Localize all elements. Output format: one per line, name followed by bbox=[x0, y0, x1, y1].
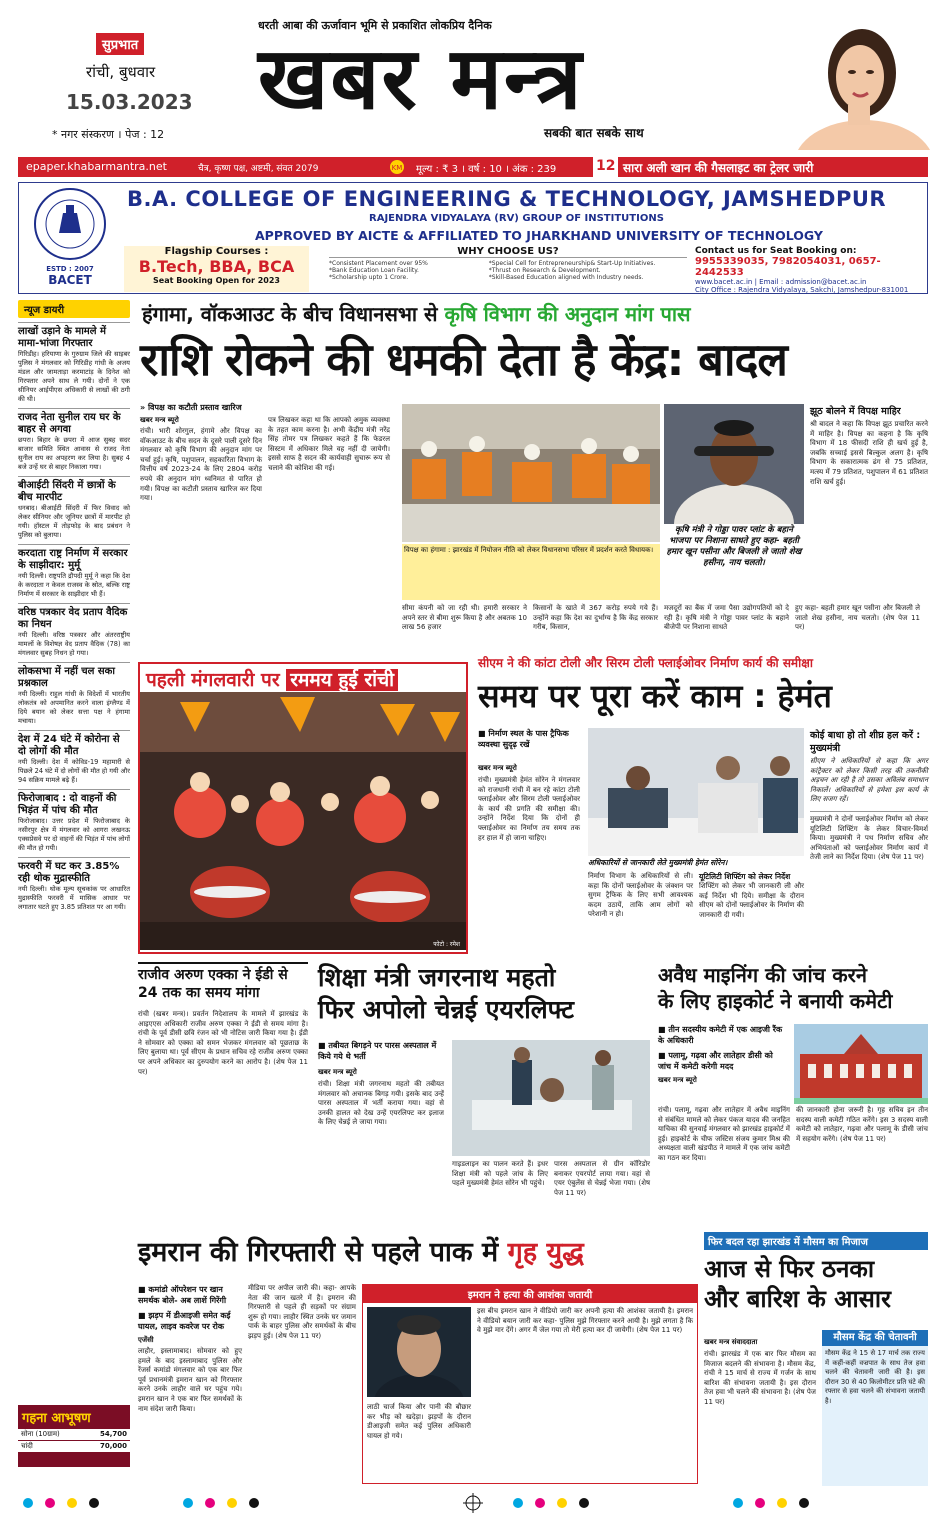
hemant-sidebar bbox=[810, 728, 928, 958]
jagarnath-bullet: ■ तबीयत बिगड़ने पर पारस अस्पताल में किये गये थे भर्ती bbox=[318, 1041, 437, 1061]
why-title: WHY CHOOSE US? bbox=[329, 246, 687, 258]
lead-byline: खबर मन्त्र ब्यूरो bbox=[140, 416, 179, 424]
registration-dot bbox=[45, 1498, 55, 1508]
lead-kicker bbox=[142, 300, 691, 327]
news-diary-item[interactable] bbox=[18, 476, 130, 540]
lead-kicker-text: हंगामा, वॉकआउट के बीच विधानसभा से bbox=[142, 302, 438, 326]
imran-photo bbox=[367, 1307, 471, 1397]
mining-headline-2: के लिए हाइकोर्ट ने बनायी कमेटी bbox=[658, 989, 893, 1013]
news-diary-item[interactable] bbox=[18, 857, 130, 912]
edition-tag: सुप्रभात bbox=[96, 33, 144, 55]
diary-headline: लाखों उड़ाने के मामले में मामा-भांजा गिरफ्तार bbox=[18, 322, 130, 350]
imran-body-1: लाहौर, इस्लामाबाद। सोमवार को हुए हमले के बाद इस्लामाबाद पुलिस और रेंजर्स कमांडो मंगलवार को एक बार फिर पूर्व प्रधानमंत्री इमरान खान को गिरफ्तार करने उनके लाहौर वाले घर पहुंच गये। इमरान खान ने एक बार फिर समर्थकों के नाम संदेश जारी किया। bbox=[138, 1347, 242, 1413]
teaser-headline[interactable]: सारा अली खान की गैसलाइट का ट्रेलर जारी bbox=[623, 161, 814, 175]
registration-dot bbox=[557, 1498, 567, 1508]
mining-bullet-1: ■ तीन सदस्यीय कमेटी में एक आइजी रैंक के अधिकारी bbox=[658, 1025, 783, 1045]
why-choose-us bbox=[329, 246, 687, 292]
jagarnath-headline-2: फिर अपोलो चेन्नई एयरलिफ्ट bbox=[318, 995, 574, 1024]
imran-box-title: इमरान ने हत्या की आशंका जतायी bbox=[363, 1285, 697, 1303]
registration-dot bbox=[733, 1498, 743, 1508]
hemant-bullet: ■ निर्माण स्थल के पास ट्रैफिक व्यवस्था सुदृढ़ रखें bbox=[478, 729, 569, 749]
college-emblem bbox=[25, 187, 115, 291]
weather-body: रांची। झारखंड में एक बार फिर मौसम का मिजाज बदलने की संभावना है। मौसम केंद्र, रांची ने 15 मार्च से राज्य में गर्जन के साथ बारिश की संभावना जतायी है। इस दौरान तेज हवा भी चलने की संभावना है। (शेष पेज 11 पर) bbox=[704, 1350, 816, 1406]
hemant-sidebar-head: कोई बाधा हो तो शीघ्र हल करें : मुख्यमंत्री bbox=[810, 730, 921, 754]
diary-body: फिरोजाबाद। उत्तर प्रदेश में फिरोजाबाद के नसीरपुर क्षेत्र में मंगलवार को आगरा लखनऊ एक्सप्रेसवे पर दो वाहनों की भिड़ंत में पांच लोगों की मौत हो गयी। bbox=[18, 817, 130, 852]
high-court-photo bbox=[794, 1024, 928, 1104]
price-issue: मूल्य : ₹ 3 । वर्ष : 10 । अंक : 239 bbox=[416, 164, 557, 175]
imran-box-body: इस बीच इमरान खान ने वीडियो जारी कर अपनी हत्या की आशंका जतायी है। इमरान ने वीडियो बयान जारी कर कहा- पुलिस मुझे गिरफ्तार करने आयी है। मुझे लगता है कि वे मुझे मार देंगे। अगर मैं जेल गया तो मेरी हत्या कर दी जायेगी। (शेष पेज 11 पर) bbox=[477, 1307, 693, 1335]
edition-info: * नगर संस्करण । पेज : 12 bbox=[52, 128, 165, 141]
imran-headline-highlight: गृह युद्ध bbox=[507, 1237, 584, 1268]
news-diary-item[interactable] bbox=[18, 662, 130, 726]
newspaper-logo: खबर मन्त्र bbox=[258, 29, 584, 129]
minister-quote: कृषि मंत्री ने गोड्डा पावर प्लांट के बहाने भाजपा पर निशाना साधते हुए कहा- बहती हमार खून पसीना और बिजली ले जातो शेख हसीना, नाय चलतो। bbox=[666, 525, 802, 568]
registration-dot bbox=[205, 1498, 215, 1508]
imran-headline-text: इमरान की गिरफ्तारी से पहले पाक में bbox=[138, 1237, 499, 1268]
imran-body-2: मीडिया पर अपील जारी की। कहा- आपके नेता की जान खतरे में है। इमरान की गिरफ्तारी से पहले ही सड़कों पर संग्राम शुरू हो गया। लाहौर स्थित उनके घर जमान पार्क के बाहर पुलिस और समर्थकों के बीच झड़प हुई। (शेष पेज 11 पर) bbox=[248, 1284, 356, 1340]
gold-price: 54,700 bbox=[99, 1430, 127, 1438]
lead-sidebar-body: श्री बादल ने कहा कि विपक्ष झूठ प्रचारित करने में माहिर है। विपक्ष का कहना है कि कृषि विभाग में 18 फीसदी राशि ही खर्च हुई है, जबकि सच्चाई इससे बिल्कुल अलग है। कृषि विभाग के सकारात्मक ढंग से 75 प्रतिशत, मत्स्य में 79 प्रतिशत, पशुपालन में 61 प्रतिशत राशि खर्च हुई। bbox=[810, 420, 928, 486]
contact-web[interactable]: www.bacet.ac.in | Email : admission@bacet.ac.in bbox=[695, 278, 867, 286]
mining-byline: खबर मन्त्र ब्यूरो bbox=[658, 1076, 697, 1084]
weather-alert-body: मौसम केंद्र ने 15 से 17 मार्च तक राज्य में कहीं-कहीं वज्रपात के साथ तेज हवा चलने की चेतावनी जारी की है। इस दौरान 30 से 40 किलोमीटर प्रति घंटे की रफ्तार से हवा चलने की संभावना जतायी है। bbox=[825, 1349, 926, 1405]
news-diary-item[interactable] bbox=[18, 603, 130, 658]
issue-date: 15.03.2023 bbox=[66, 90, 193, 114]
hospital-photo bbox=[452, 1040, 650, 1156]
hemant-byline: खबर मन्त्र ब्यूरो bbox=[478, 764, 517, 772]
lead-body-4: किसानों के खाते में 367 करोड़ रुपये गये हैं। उन्होंने कहा कि देश का दुर्भाग्य है कि केंद्र सरकार गरीब, किसान, bbox=[533, 604, 658, 632]
weather-headline[interactable] bbox=[704, 1254, 928, 1314]
diary-body: नयी दिल्ली। वरिष्ठ पत्रकार और अंतरराष्ट्रीय मामलों के विशेषज्ञ वेद प्रताप वैदिक (78) का मंगलवार सुबह निधन हो गया। bbox=[18, 631, 130, 657]
lead-continuation bbox=[402, 604, 928, 644]
news-diary-label: न्यूज डायरी bbox=[18, 300, 130, 318]
gold-label: सोना (10ग्राम) bbox=[21, 1430, 60, 1438]
imran-box bbox=[362, 1284, 698, 1484]
registration-dot bbox=[23, 1498, 33, 1508]
registration-dot bbox=[535, 1498, 545, 1508]
mining-headline[interactable] bbox=[658, 962, 928, 1014]
hemant-body-4: मुख्यमंत्री ने दोनों फ्लाईओवर निर्माण को लेकर यूटिलिटी शिफ्टिंग के लेकर विचार-विमर्श किया। मुख्यमंत्री ने पथ निर्माण सचिव और अभियंताओं को फ्लाईओवर निर्माण कार्य में तेजी लाने का निर्देश दिया। (शेष पेज 11 पर) bbox=[810, 811, 928, 863]
college-name: B.A. COLLEGE OF ENGINEERING & TECHNOLOGY, JAMSHEDPUR bbox=[127, 187, 887, 211]
course-list: B.Tech, BBA, BCA bbox=[138, 257, 295, 276]
diary-headline: फरवरी में घट कर 3.85% रही थोक मुद्रास्फीति bbox=[18, 857, 130, 885]
lead-body-2: पत्र लिखकर कहा था कि आपको अमुक व्यवस्था के तहत काम करना है। अभी केंद्रीय मंत्री नरेंद्र सिंह तोमर पत्र लिखकर कहते हैं कि फेडरल सिस्टम में अधिकार मिले वह नहीं दी जायेगी। इससे साफ है सदन की कार्यवाही सुचारू रूप से चलाने की कोशिश की गई। bbox=[268, 416, 390, 472]
college-group: RAJENDRA VIDYALAYA (RV) GROUP OF INSTITUTIONS bbox=[369, 213, 664, 224]
news-diary-column bbox=[18, 300, 130, 1517]
mining-body-1: रांची। पलामू, गढ़वा और लातेहार में अवैध माइनिंग से संबंधित मामले को लेकर पंकज यादव की जनहित याचिका की सुनवाई मंगलवार को झारखंड हाइकोर्ट में हुई। हाइकोर्ट के चीफ जस्टिस संजय कुमार मिश्र की अध्यक्षता वाली खंडपीठ ने मामले में एक जांच कमेटी का गठन कर दिया। bbox=[658, 1106, 790, 1162]
print-marks bbox=[18, 1492, 928, 1514]
page-count: 12 bbox=[593, 157, 618, 177]
registration-dot bbox=[799, 1498, 809, 1508]
lead-body-3: सीमा कंपनी को जा रही थी। हमारी सरकार ने अपने स्तर से बीमा शुरू किया है और अबतक 10 लाख 56 हजार bbox=[402, 604, 527, 632]
why-point: *Skill-Based Education aligned with Industry needs. bbox=[488, 274, 644, 281]
diary-body: छपरा। बिहार के छपरा में आज सुबह सदर बाजार समिति स्थित आवास से राजद नेता सुनील राय का अपहरण कर लिया है। सुबह 4 बजे उन्हें घर से बाहर निकाला गया। bbox=[18, 436, 130, 471]
contact-info bbox=[695, 246, 925, 292]
svg-text:KM: KM bbox=[391, 164, 403, 172]
banner-part-a: पहली मंगलवारी पर bbox=[146, 669, 280, 691]
mining-bullets bbox=[658, 1024, 788, 1085]
imran-col-1 bbox=[138, 1284, 242, 1484]
diary-headline: फिरोजाबाद : दो वाहनों की भिड़ंत में पांच की मौत bbox=[18, 789, 130, 817]
jagarnath-byline: खबर मन्त्र ब्यूरो bbox=[318, 1068, 357, 1076]
mining-body-2: की जानकारी होना जरूरी है। गृह सचिव इन तीन सदस्य वाली कमेटी गठित करेंगे। इस 3 सदस्य वाली कमेटी को लातेहार, गढ़वा और पलामू के डीसी जांच में सहयोग करेंगे। (शेष पेज 11 पर) bbox=[796, 1106, 928, 1143]
epaper-link[interactable]: epaper.khabarmantra.net bbox=[26, 160, 167, 173]
college-advertisement[interactable] bbox=[18, 182, 928, 294]
ekka-body: रांची (खबर मन्त्र)। प्रवर्तन निदेशालय के मामले में झारखंड के आइएएस अधिकारी राजीव अरुण एक्का ने ईडी से समय मांगा है। रांची के पूर्व डीसी छवि रंजन को भी नोटिस जारी किया गया है। ईडी ने सोमवार को एक्का को समन भेजकर मंगलवार को पूछताछ के लिए बुलाया था। पूर्व सीएम के प्रधान सचिव रहे राजीव अरुण एक्का पर अपने अधिकार का दुरुपयोग करने का आरोप है। (शेष पेज 11 पर) bbox=[138, 1010, 308, 1076]
why-point: *Consistent Placement over 95% bbox=[329, 260, 428, 267]
procession-photo bbox=[140, 692, 466, 950]
jewellery-ad[interactable] bbox=[18, 1405, 130, 1467]
weather-alert bbox=[822, 1330, 928, 1486]
newspaper-slogan: सबकी बात सबके साथ bbox=[544, 126, 644, 140]
hemant-headline[interactable]: समय पर पूरा करें काम : हेमंत bbox=[478, 677, 832, 715]
lead-body-6: हुए कहा- बहती हमार खून पसीना और बिजली ले जातो शेख हसीना, नाय चलतो। (शेष पेज 11 पर) bbox=[795, 604, 920, 632]
masthead bbox=[0, 0, 945, 157]
lead-body-5: मजदूरों का बैंक में जमा पैसा उद्योगपतियों को दे रही है। कृषि मंत्री ने गोड्डा पावर प्लांट के बहाने बीजेपी पर निशाना साधते bbox=[664, 604, 789, 632]
college-short: BACET bbox=[48, 273, 92, 287]
diary-body: नयी दिल्ली। राष्ट्रपति द्रौपदी मुर्मू ने कहा कि देश के करदाता न केवल राजस्व के स्रोत, बल्कि राष्ट्र निर्माण में सरकार के साझीदार भी हैं। bbox=[18, 572, 130, 598]
news-diary-item[interactable] bbox=[18, 789, 130, 853]
hemant-body-3: शिफ्टिंग को लेकर भी जानकारी ली और कई निर्देश भी दिये। समीक्षा के दौरान सीएम को दोनों फ्लाईओवर के निर्माण की जानकारी दी गयी। bbox=[699, 882, 804, 919]
imran-bullet-2: ■ झड़प में डीआइजी समेत कई घायल, लाइव कवरेज पर रोक bbox=[138, 1311, 231, 1331]
hemant-kicker: सीएम ने की कांटा टोली और सिरम टोली फ्लाईओवर निर्माण कार्य की समीक्षा bbox=[478, 656, 813, 670]
hemant-cols bbox=[588, 872, 804, 958]
diary-body: धनबाद। बीआईटी सिंदरी में फिर विवाद को लेकर सीनियर और जूनियर छात्रों में मारपीट हो गयी। हॉस्टल में तोड़फोड़ के बाद प्रबंधन ने पुलिस को बुलाया। bbox=[18, 504, 130, 539]
contact-office: City Office : Rajendra Vidyalaya, Sakchi, Jamshedpur-831001 bbox=[695, 286, 909, 294]
celebrity-photo bbox=[764, 15, 934, 150]
diary-headline: करदाता राष्ट्र निर्माण में सरकार के साझीदार: मुर्मू bbox=[18, 544, 130, 572]
cm-photo-caption: अधिकारियों से जानकारी लेते मुख्यमंत्री हेमंत सोरेन। bbox=[588, 858, 728, 867]
hemant-col-1 bbox=[478, 728, 580, 958]
lead-story-body bbox=[140, 402, 390, 642]
mining-bullet-2: ■ पलामू, गढ़वा और लातेहार डीसी को जांच में कमेटी करेगी मदद bbox=[658, 1051, 773, 1071]
cm-meeting-photo bbox=[588, 728, 804, 856]
masthead-strapline: धरती आबा की ऊर्जावान भूमि से प्रकाशित लोकप्रिय दैनिक bbox=[258, 19, 492, 32]
weather-headline-1: आज से फिर ठनका bbox=[704, 1255, 875, 1283]
why-col-1 bbox=[329, 260, 485, 281]
jagarnath-body-3: पारस अस्पताल से ग्रीन कॉरिडोर बनाकर एयरपोर्ट लाया गया। वहां से एयर एंबुलेंस से चेन्नई भेजा गया। (शेष पेज 11 पर) bbox=[554, 1160, 650, 1197]
info-bar bbox=[18, 157, 928, 177]
news-diary-item[interactable] bbox=[18, 408, 130, 472]
imran-body-3: लाठी चार्ज किया और पानी की बौछार कर भीड़ को खदेड़ा। झड़पों के दौरान डीआइजी समेत कई पुलिस अधिकारी घायल हो गये। bbox=[367, 1403, 471, 1440]
imran-headline[interactable] bbox=[138, 1232, 698, 1269]
silver-label: चांदी bbox=[21, 1442, 33, 1450]
diary-headline: देश में 24 घंटे में कोरोना से दो लोगों की मौत bbox=[18, 730, 130, 758]
diary-body: गिरिडीह। हरियाणा के गुरुग्राम जिले की साइबर पुलिस ने मंगलवार को गिरिडीह गांधी के अजय मंडल और जामताड़ा करमाटांड़ के दिनेश को गिरफ्तार अपने साथ ले गयी। दोनों ने एक सीनियर आईपीएस अधिकारी से लाखों की ठगी की थी। bbox=[18, 350, 130, 403]
diary-headline: लोकसभा में नहीं चल सका प्रश्नकाल bbox=[18, 662, 130, 690]
lead-kicker-highlight: कृषि विभाग की अनुदान मांग पास bbox=[444, 302, 691, 326]
hemant-sidebar-body: सीएम ने अधिकारियों से कहा कि अगर कांट्रैक्टर को लेकर किसी तरह की तकनीकी अड़चन आ रही है तो उसका अविलंब समाधान निकालें। अधिकारियों से हमेशा इस कार्य के लिए सजग रहें। bbox=[810, 757, 928, 804]
registration-dot bbox=[183, 1498, 193, 1508]
jagarnath-cols bbox=[452, 1160, 650, 1225]
mining-cols bbox=[658, 1106, 928, 1226]
weather-byline: खबर मन्त्र संवाददाता bbox=[704, 1338, 758, 1346]
imran-byline: एजेंसी bbox=[138, 1336, 154, 1344]
registration-dot bbox=[89, 1498, 99, 1508]
registration-dot bbox=[67, 1498, 77, 1508]
photo-credit: फोटो : रमेश bbox=[433, 941, 460, 948]
news-diary-item[interactable] bbox=[18, 322, 130, 404]
weather-col-1 bbox=[704, 1338, 816, 1486]
registration-dot bbox=[755, 1498, 765, 1508]
weather-kicker: फिर बदल रहा झारखंड में मौसम का मिजाज bbox=[704, 1232, 928, 1250]
minister-photo bbox=[664, 404, 804, 524]
lead-bullet: » विपक्ष का कटौती प्रस्ताव खारिज bbox=[140, 403, 242, 412]
procession-banner bbox=[140, 664, 466, 692]
why-point: *Special Cell for Entrepreneurship& Start-Up Initiatives. bbox=[488, 260, 656, 267]
mining-headline-1: अवैध माइनिंग की जांच करने bbox=[658, 963, 867, 987]
registration-dot bbox=[579, 1498, 589, 1508]
why-col-2 bbox=[489, 260, 687, 281]
lead-body-1: रांची। भारी शोरगुल, हंगामे और विपक्ष का वॉकआउट के बीच सदन के दूसरे पाली दूसरे दिन मंगलवार को कृषि विभाग की अनुदान मांग पर चर्चा हुई। कृषि, पशुपालन, सहकारिता विभाग के वित्तीय वर्ष 2023-24 के लिए 2804 करोड़ रुपये की अनुदान मांग ध्वनिमत से पारित हो गयी। विपक्ष का कटौती प्रस्ताव खारिज कर दिया गया। bbox=[140, 427, 262, 503]
college-estd: ESTD : 2007 bbox=[46, 265, 94, 273]
why-point: *Bank Education Loan Facility. bbox=[329, 267, 419, 274]
weather-headline-2: और बारिश के आसार bbox=[704, 1285, 891, 1313]
imran-bullet-1: ■ कमांडो ऑपरेशन पर खान समर्थक बोले- अब लाशें गिरेंगी bbox=[138, 1285, 227, 1305]
contact-phones[interactable]: 9955339035, 7982054031, 0657-2442533 bbox=[695, 256, 881, 278]
diary-body: नयी दिल्ली। देश में कोविड-19 महामारी से पिछले 24 घंटे में दो लोगों की मौत हो गयी और 94 सक्रिय मामले बढ़े हैं। bbox=[18, 758, 130, 784]
registration-dot bbox=[249, 1498, 259, 1508]
jagarnath-body-1: रांची। शिक्षा मंत्री जगरनाथ महतो की तबीयत मंगलवार को अचानक बिगड़ गयी। इसके बाद उन्हें पारस अस्पताल में भर्ती कराया गया। वहां से उनकी हालत को देख उन्हें एयरलिफ्ट कर इलाज के लिए चेन्नई ले जाया गया। bbox=[318, 1080, 444, 1127]
seat-open: Seat Booking Open for 2023 bbox=[153, 276, 280, 285]
protest-caption: विपक्ष का हंगामा : झारखंड में नियोजन नीति को लेकर विधानसभा परिसर में प्रदर्शन करते विधायक। bbox=[402, 544, 660, 600]
hemant-body-2: निर्माण विभाग के अधिकारियों से ली। कहा कि दोनों फ्लाईओवर के जंक्शन पर सुगम ट्रैफिक के लिए सभी आवश्यक कदम उठायें, ताकि आम लोगों को परेशानी न हो। bbox=[588, 872, 693, 919]
ekka-story bbox=[138, 962, 308, 1222]
flagship-courses bbox=[124, 246, 309, 292]
flagship-label: Flagship Courses : bbox=[164, 246, 269, 257]
protest-photo bbox=[402, 404, 660, 542]
diary-body: नयी दिल्ली। राहुल गांधी के विदेशों में भारतीय लोकतंत्र को अपमानित करने वाला इंग्लैण्ड में दिये बयान को लेकर सत्ता पक्ष ने हंगामा मचाया। bbox=[18, 690, 130, 725]
logo-icon bbox=[388, 157, 406, 178]
silver-price: 70,000 bbox=[99, 1442, 127, 1450]
diary-body: नयी दिल्ली। थोक मूल्य सूचकांक पर आधारित मुद्रास्फीति फरवरी में मासिक आधार पर लगातार घटते हुए 3.85 प्रतिशत पर आ गयी। bbox=[18, 885, 130, 911]
registration-dot bbox=[777, 1498, 787, 1508]
jagarnath-col-1 bbox=[318, 1040, 444, 1225]
diary-headline: बीआईटी सिंदरी में छात्रों के बीच मारपीट bbox=[18, 476, 130, 504]
college-approval: APPROVED BY AICTE & AFFILIATED TO JHARKHAND UNIVERSITY OF TECHNOLOGY bbox=[255, 228, 823, 243]
jagarnath-headline[interactable] bbox=[318, 962, 650, 1026]
weather-alert-title: मौसम केंद्र की चेतावनी bbox=[822, 1330, 928, 1346]
jagarnath-headline-1: शिक्षा मंत्री जगरनाथ महतो bbox=[318, 963, 556, 992]
ekka-headline[interactable]: राजीव अरुण एक्का ने ईडी से 24 तक का समय मांगा bbox=[138, 967, 288, 1001]
registration-dot bbox=[513, 1498, 523, 1508]
hindu-calendar: चैत्र, कृष्ण पक्ष, अष्टमी, संवत 2079 bbox=[198, 164, 319, 174]
hemant-body-1: रांची। मुख्यमंत्री हेमंत सोरेन ने मंगलवार को राजधानी रांची में बन रहे कांटा टोली फ्लाईओवर और सिरम टोली फ्लाईओवर के कार्य की प्रगति की समीक्षा की। उन्होंने निर्देश दिया कि दोनों ही फ्लाईओवर का निर्माण तय समय तक हर हाल में हो जाना चाहिए। bbox=[478, 776, 580, 842]
why-point: *Scholarship upto 1 Crore. bbox=[329, 274, 409, 281]
news-diary-item[interactable] bbox=[18, 730, 130, 785]
jagarnath-body-2: गाइडलाइन का पालन करते हैं। इधर शिक्षा मंत्री को पहले जांच के लिए पहले मुख्यमंत्री हेमंत सोरेन भी पहुंचे। bbox=[452, 1160, 548, 1188]
procession-feature bbox=[138, 662, 468, 954]
jewellery-brand: गहना आभूषण bbox=[22, 1411, 91, 1426]
diary-headline: वरिष्ठ पत्रकार वेद प्रताप वैदिक का निधन bbox=[18, 603, 130, 631]
city-day: रांची, बुधवार bbox=[86, 63, 156, 81]
banner-part-b: रममय हुई रांची bbox=[286, 669, 398, 691]
news-diary-item[interactable] bbox=[18, 544, 130, 599]
lead-sidebar bbox=[810, 404, 928, 604]
why-point: *Thrust on Research & Development. bbox=[488, 267, 601, 274]
diary-headline: राजद नेता सुनील राय घर के बाहर से अगवा bbox=[18, 408, 130, 436]
contact-title: Contact us for Seat Booking on: bbox=[695, 246, 857, 256]
hemant-subhead: यूटिलिटी शिफ्टिंग को लेकर निर्देश bbox=[699, 872, 791, 881]
lead-sidebar-head: झूठ बोलने में विपक्ष माहिर bbox=[810, 406, 901, 417]
registration-dot bbox=[227, 1498, 237, 1508]
lead-headline[interactable]: राशि रोकने की धमकी देता है केंद्र: बादल bbox=[140, 333, 787, 386]
